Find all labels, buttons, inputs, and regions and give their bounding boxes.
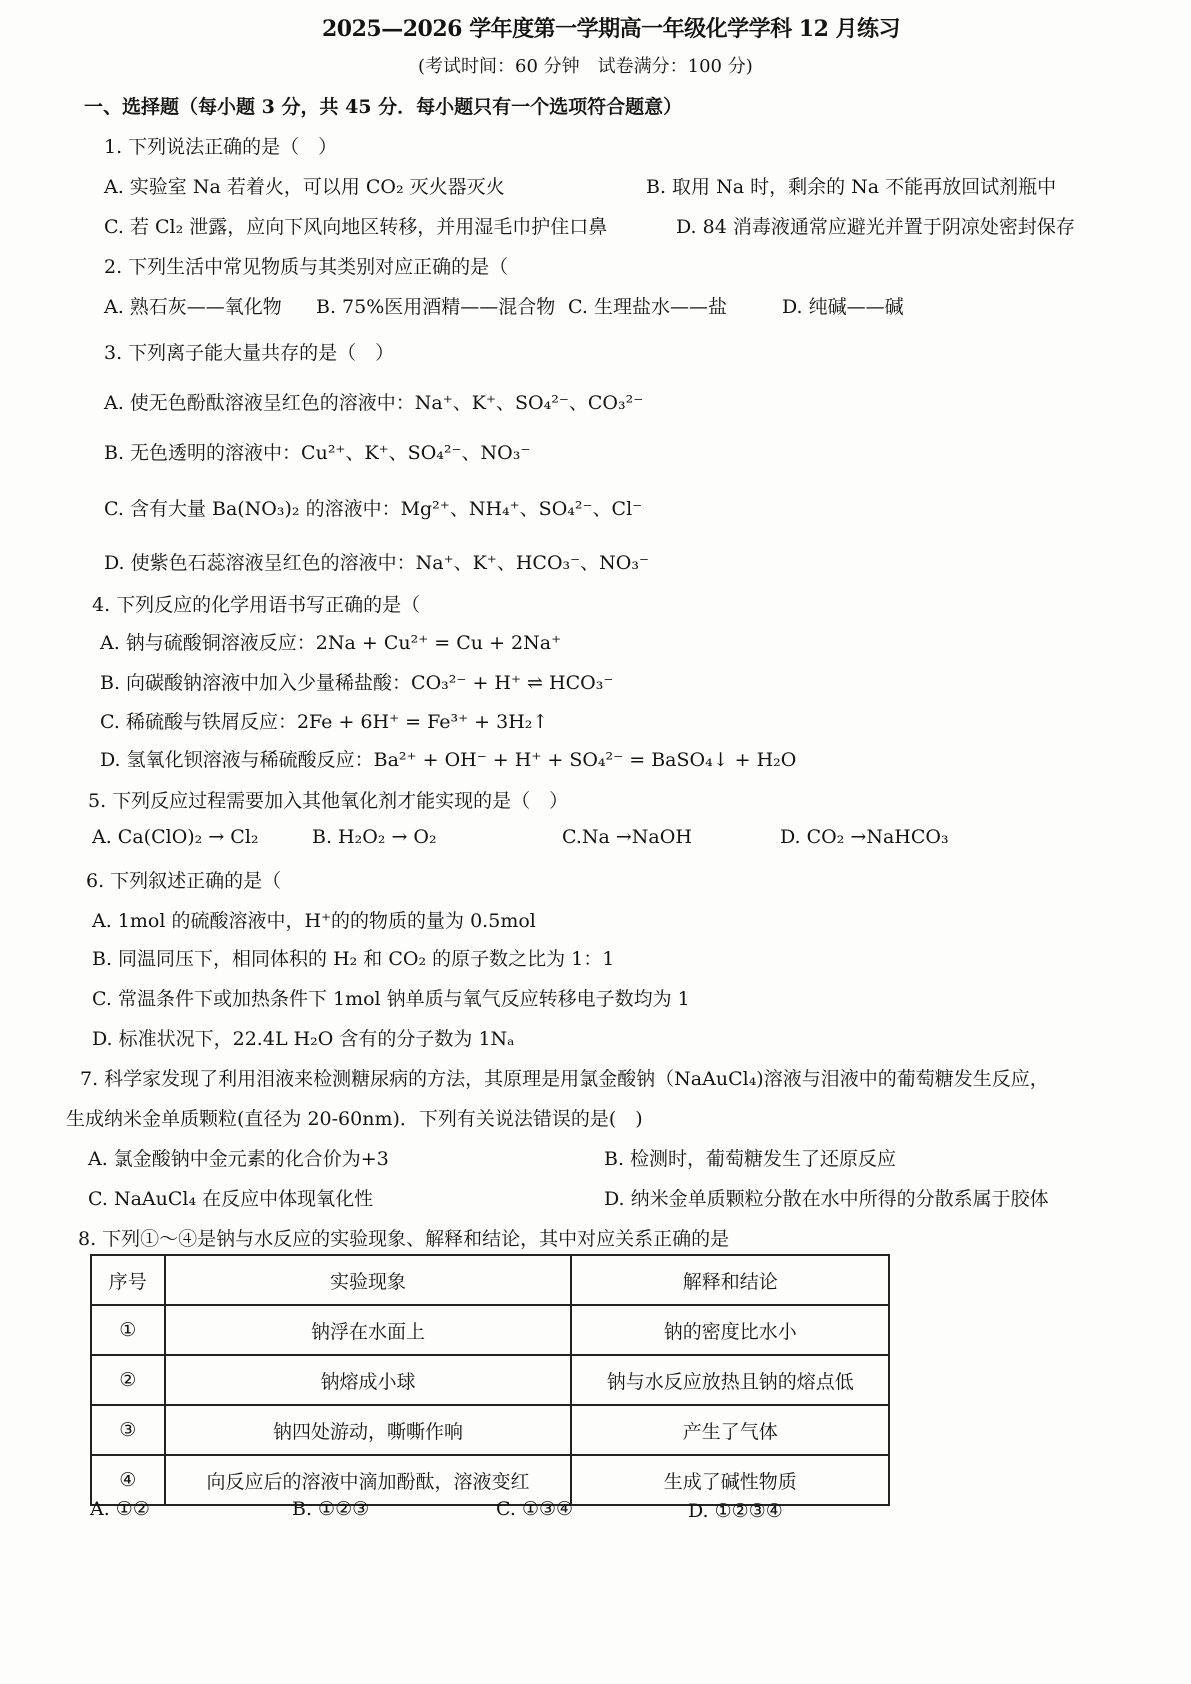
- question-3-option-d: D. 使紫色石蕊溶液呈红色的溶液中：Na⁺、K⁺、HCO₃⁻、NO₃⁻: [104, 552, 650, 574]
- page-title: 2025—2026 学年度第一学期高一年级化学学科 12 月练习: [322, 16, 901, 42]
- question-7-stem-line1: 7. 科学家发现了利用泪液来检测糖尿病的方法，其原理是用氯金酸钠（NaAuCl₄)溶液与泪液中的葡萄糖发生反应，: [80, 1068, 1049, 1090]
- experiment-table: [90, 1254, 890, 1506]
- table-cell: 钠熔成小球: [165, 1355, 572, 1405]
- question-6-option-c: C. 常温条件下或加热条件下 1mol 钠单质与氧气反应转移电子数均为 1: [92, 988, 690, 1010]
- question-7-stem-line2: 生成纳米金单质颗粒(直径为 20-60nm)．下列有关说法错误的是( ): [66, 1108, 643, 1130]
- question-4-option-a: A. 钠与硫酸铜溶液反应：2Na + Cu²⁺ = Cu + 2Na⁺: [100, 632, 562, 654]
- question-1-stem: 1. 下列说法正确的是（ ）: [104, 136, 338, 158]
- question-2-stem: 2. 下列生活中常见物质与其类别对应正确的是（: [104, 256, 509, 278]
- question-2-option-a: A. 熟石灰——氧化物: [104, 296, 282, 318]
- table-cell: 钠浮在水面上: [165, 1305, 572, 1355]
- question-1-option-c: C. 若 Cl₂ 泄露，应向下风向地区转移，并用湿毛巾护住口鼻: [104, 216, 608, 238]
- question-4-option-c: C. 稀硫酸与铁屑反应：2Fe + 6H⁺ = Fe³⁺ + 3H₂↑: [100, 711, 549, 733]
- table-row: [91, 1455, 889, 1505]
- question-2-option-c: C. 生理盐水——盐: [568, 296, 727, 318]
- table-cell: 产生了气体: [571, 1405, 889, 1455]
- table-row: [91, 1405, 889, 1455]
- table-row: [91, 1305, 889, 1355]
- question-1-option-b: B. 取用 Na 时，剩余的 Na 不能再放回试剂瓶中: [646, 176, 1057, 198]
- table-header: 解释和结论: [571, 1255, 889, 1305]
- question-1-option-d: D. 84 消毒液通常应避光并置于阴凉处密封保存: [676, 216, 1075, 238]
- table-header: 实验现象: [165, 1255, 572, 1305]
- question-1-option-a: A. 实验室 Na 若着火，可以用 CO₂ 灭火器灭火: [104, 176, 505, 198]
- question-8-stem: 8. 下列①～④是钠与水反应的实验现象、解释和结论，其中对应关系正确的是: [78, 1228, 730, 1250]
- question-4-stem: 4. 下列反应的化学用语书写正确的是（: [92, 594, 421, 616]
- question-4-option-d: D. 氢氧化钡溶液与稀硫酸反应：Ba²⁺ + OH⁻ + H⁺ + SO₄²⁻ = BaSO₄↓ + H₂O: [100, 749, 797, 771]
- table-header: 序号: [91, 1255, 165, 1305]
- question-8-option-d: D. ①②③④: [688, 1500, 783, 1522]
- table-cell: ②: [91, 1355, 165, 1405]
- question-7-option-a: A. 氯金酸钠中金元素的化合价为+3: [88, 1148, 389, 1170]
- question-8-option-a: A. ①②: [90, 1498, 150, 1520]
- question-6-option-a: A. 1mol 的硫酸溶液中，H⁺的的物质的量为 0.5mol: [92, 910, 536, 932]
- question-3-option-c: C. 含有大量 Ba(NO₃)₂ 的溶液中：Mg²⁺、NH₄⁺、SO₄²⁻、Cl⁻: [104, 498, 643, 520]
- question-6-option-b: B. 同温同压下，相同体积的 H₂ 和 CO₂ 的原子数之比为 1：1: [92, 948, 615, 970]
- question-8-option-c: C. ①③④: [496, 1498, 574, 1520]
- question-7-option-d: D. 纳米金单质颗粒分散在水中所得的分散系属于胶体: [604, 1188, 1049, 1210]
- question-3-option-a: A. 使无色酚酞溶液呈红色的溶液中：Na⁺、K⁺、SO₄²⁻、CO₃²⁻: [104, 392, 644, 414]
- question-6-stem: 6. 下列叙述正确的是（: [86, 870, 282, 892]
- question-5-option-b: B. H₂O₂ → O₂: [312, 826, 437, 848]
- question-3-option-b: B. 无色透明的溶液中：Cu²⁺、K⁺、SO₄²⁻、NO₃⁻: [104, 442, 531, 464]
- question-7-option-c: C. NaAuCl₄ 在反应中体现氧化性: [88, 1188, 374, 1210]
- question-6-option-d: D. 标准状况下，22.4L H₂O 含有的分子数为 1Nₐ: [92, 1028, 515, 1050]
- question-5-option-a: A. Ca(ClO)₂ → Cl₂: [92, 826, 259, 848]
- question-2-option-b: B. 75%医用酒精——混合物: [316, 296, 556, 318]
- table-cell: ①: [91, 1305, 165, 1355]
- question-5-stem: 5. 下列反应过程需要加入其他氧化剂才能实现的是（ ）: [88, 790, 569, 812]
- table-cell: 向反应后的溶液中滴加酚酞，溶液变红: [165, 1455, 572, 1505]
- table-cell: 钠的密度比水小: [571, 1305, 889, 1355]
- table-cell: 生成了碱性物质: [571, 1455, 889, 1505]
- section-title: 一、选择题（每小题 3 分，共 45 分．每小题只有一个选项符合题意）: [84, 96, 683, 118]
- question-3-stem: 3. 下列离子能大量共存的是（ ）: [104, 342, 395, 364]
- table-cell: 钠四处游动，嘶嘶作响: [165, 1405, 572, 1455]
- table-row: [91, 1355, 889, 1405]
- exam-info: (考试时间：60 分钟 试卷满分：100 分): [418, 56, 753, 77]
- table-cell: ④: [91, 1455, 165, 1505]
- table-cell: 钠与水反应放热且钠的熔点低: [571, 1355, 889, 1405]
- question-7-option-b: B. 检测时，葡萄糖发生了还原反应: [604, 1148, 897, 1170]
- question-5-option-c: C.Na →NaOH: [562, 826, 692, 848]
- question-4-option-b: B. 向碳酸钠溶液中加入少量稀盐酸：CO₃²⁻ + H⁺ ⇌ HCO₃⁻: [100, 672, 614, 694]
- table-cell: ③: [91, 1405, 165, 1455]
- question-5-option-d: D. CO₂ →NaHCO₃: [780, 826, 949, 848]
- table-header-row: [91, 1255, 889, 1305]
- question-2-option-d: D. 纯碱——碱: [782, 296, 904, 318]
- question-8-option-b: B. ①②③: [292, 1498, 370, 1520]
